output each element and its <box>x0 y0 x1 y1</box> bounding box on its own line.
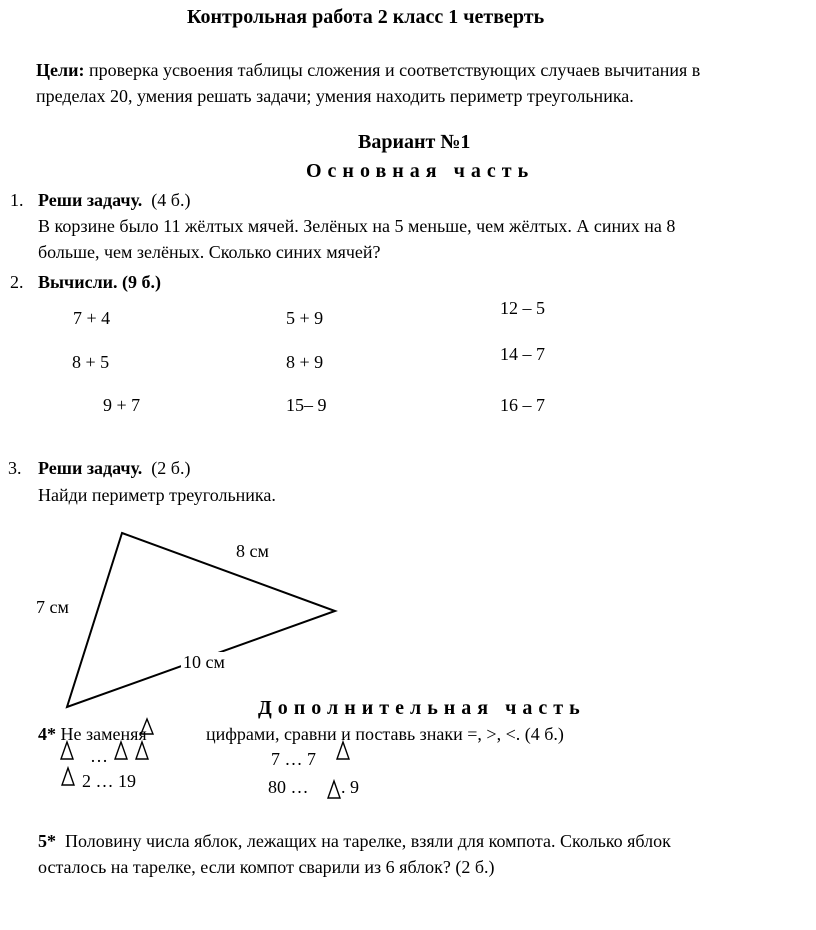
compare-3: 7 … 7 <box>271 749 316 769</box>
page-title: Контрольная работа 2 класс 1 четверть <box>187 6 545 28</box>
compare-4: 80 … <box>268 777 309 797</box>
task3-label: Реши задачу. <box>38 458 143 478</box>
expression: 12 – 5 <box>500 298 545 318</box>
task3-number: 3. <box>8 458 22 478</box>
variant-heading: Вариант №1 <box>358 131 471 153</box>
task1-number: 1. <box>10 190 24 210</box>
triangle-icon <box>62 768 74 785</box>
extra-part-heading: Дополнительная часть <box>258 697 586 719</box>
triangle-icon <box>136 742 148 759</box>
task1-text-2: больше, чем зелёных. Сколько синих мячей? <box>38 242 381 262</box>
compare-1: … <box>90 746 108 766</box>
triangle-icon <box>115 742 127 759</box>
task3-points: (2 б.) <box>151 458 191 478</box>
triangle-icon <box>337 742 349 759</box>
task5-line-1 <box>38 831 671 852</box>
task5-text-2: осталось на тарелке, если компот сварили из 6 яблок? (2 б.) <box>38 857 495 877</box>
task4-text-b: цифрами, сравни и поставь знаки =, >, <. (4 б.) <box>206 724 564 744</box>
triangle-icon <box>328 781 340 798</box>
expression: 14 – 7 <box>500 344 545 364</box>
triangle-icon <box>141 719 153 734</box>
expression: 5 + 9 <box>286 308 324 328</box>
task4-text-a: Не заменяя <box>60 724 147 744</box>
task1-text-1: В корзине было 11 жёлтых мячей. Зелёных на 5 меньше, чем жёлтых. А синих на 8 <box>38 216 676 236</box>
expression: 8 + 5 <box>72 352 110 372</box>
expression: 15– 9 <box>286 395 327 415</box>
main-part-heading: Основная часть <box>306 160 535 182</box>
side-label-top: 8 см <box>236 541 269 561</box>
task2-number: 2. <box>10 272 24 292</box>
task5-text-1: Половину числа яблок, лежащих на тарелке, взяли для компота. Сколько яблок <box>65 831 671 851</box>
compare-2: 2 … 19 <box>82 771 136 791</box>
side-label-left: 7 см <box>36 597 69 617</box>
goals-label: Цели: <box>36 60 85 80</box>
task5-number: 5* <box>38 831 56 851</box>
expression: 16 – 7 <box>500 395 545 415</box>
compare-4-tail: . 9 <box>341 777 359 797</box>
task1-points: (4 б.) <box>151 190 191 210</box>
task1-label: Реши задачу. <box>38 190 143 210</box>
task3-text: Найди периметр треугольника. <box>38 485 276 505</box>
task2-label: Вычисли. (9 б.) <box>38 272 162 292</box>
expression: 9 + 7 <box>103 395 141 415</box>
side-label-bottom: 10 см <box>183 652 225 672</box>
goals-line-2: пределах 20, умения решать задачи; умения находить периметр треугольника. <box>36 86 634 106</box>
expression: 8 + 9 <box>286 352 324 372</box>
triangle-icon <box>61 742 73 759</box>
expression: 7 + 4 <box>73 308 111 328</box>
task4-number: 4* <box>38 724 56 744</box>
goals-text-1: проверка усвоения таблицы сложения и соответствующих случаев вычитания в <box>88 60 701 80</box>
